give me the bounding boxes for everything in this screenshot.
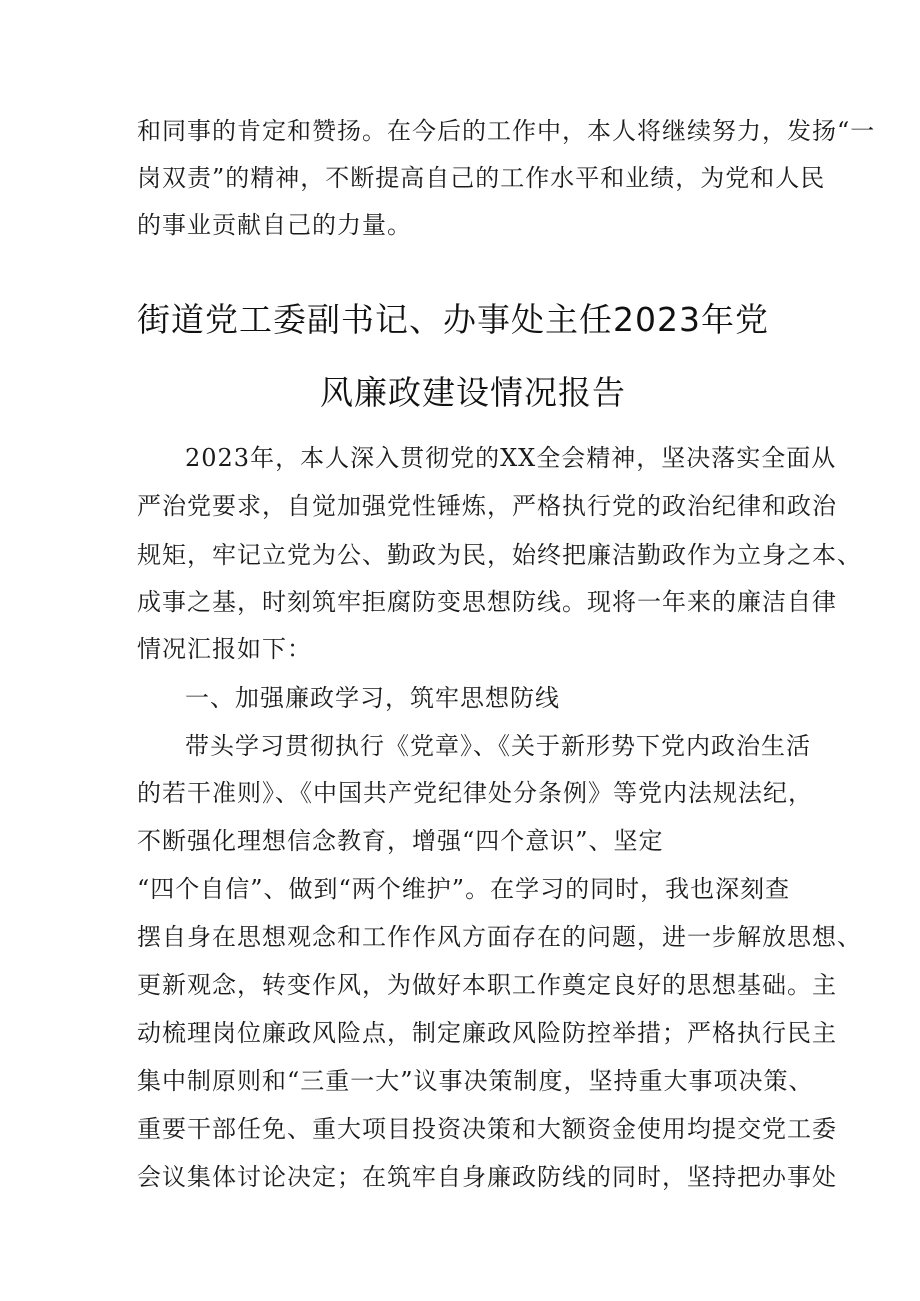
paragraph-line: 带头学习贯彻执行《党章》、《关于新形势下党内政治生活 bbox=[185, 732, 811, 760]
report-title-line-1: 街道党工委副书记、办事处主任2023年党 bbox=[137, 300, 769, 339]
paragraph-line: 动梳理岗位廉政风险点，制定廉政风险防控举措；严格执行民主 bbox=[137, 1019, 837, 1047]
paragraph-line: 的事业贡献自己的力量。 bbox=[137, 211, 412, 239]
paragraph-line: 集中制原则和“三重一大”议事决策制度，坚持重大事项决策、 bbox=[137, 1067, 814, 1095]
report-title-line-2: 风廉政建设情况报告 bbox=[320, 373, 626, 412]
paragraph-line: 会议集体讨论决定；在筑牢自身廉政防线的同时，坚持把办事处 bbox=[137, 1163, 837, 1191]
paragraph-line: 的若干准则》、《中国共产党纪律处分条例》等党内法规法纪， bbox=[137, 779, 813, 807]
paragraph-line: 规矩，牢记立党为公、勤政为民，始终把廉洁勤政作为立身之本、 bbox=[137, 541, 862, 569]
paragraph-line: 不断强化理想信念教育，增强“四个意识”、坚定 bbox=[137, 827, 664, 855]
paragraph-line: 情况汇报如下： bbox=[137, 635, 312, 663]
paragraph-line: 摆自身在思想观念和工作作风方面存在的问题，进一步解放思想、 bbox=[137, 923, 862, 951]
paragraph-line: 和同事的肯定和赞扬。在今后的工作中，本人将继续努力，发扬“一 bbox=[137, 117, 876, 145]
section-heading: 一、加强廉政学习，筑牢思想防线 bbox=[185, 684, 560, 712]
paragraph-line: 严治党要求，自觉加强党性锤炼，严格执行党的政治纪律和政治 bbox=[137, 492, 837, 520]
paragraph-line: 岗双责”的精神，不断提高自己的工作水平和业绩，为党和人民 bbox=[137, 164, 826, 192]
paragraph-line: 重要干部任免、重大项目投资决策和大额资金使用均提交党工委 bbox=[137, 1115, 837, 1143]
paragraph-line: 2023年，本人深入贯彻党的XX全会精神，坚决落实全面从 bbox=[185, 444, 837, 472]
paragraph-line: 更新观念，转变作风，为做好本职工作奠定良好的思想基础。主 bbox=[137, 971, 837, 999]
paragraph-line: 成事之基，时刻筑牢拒腐防变思想防线。现将一年来的廉洁自律 bbox=[137, 588, 837, 616]
paragraph-line: “四个自信”、做到“两个维护”。在学习的同时，我也深刻查 bbox=[137, 875, 791, 903]
